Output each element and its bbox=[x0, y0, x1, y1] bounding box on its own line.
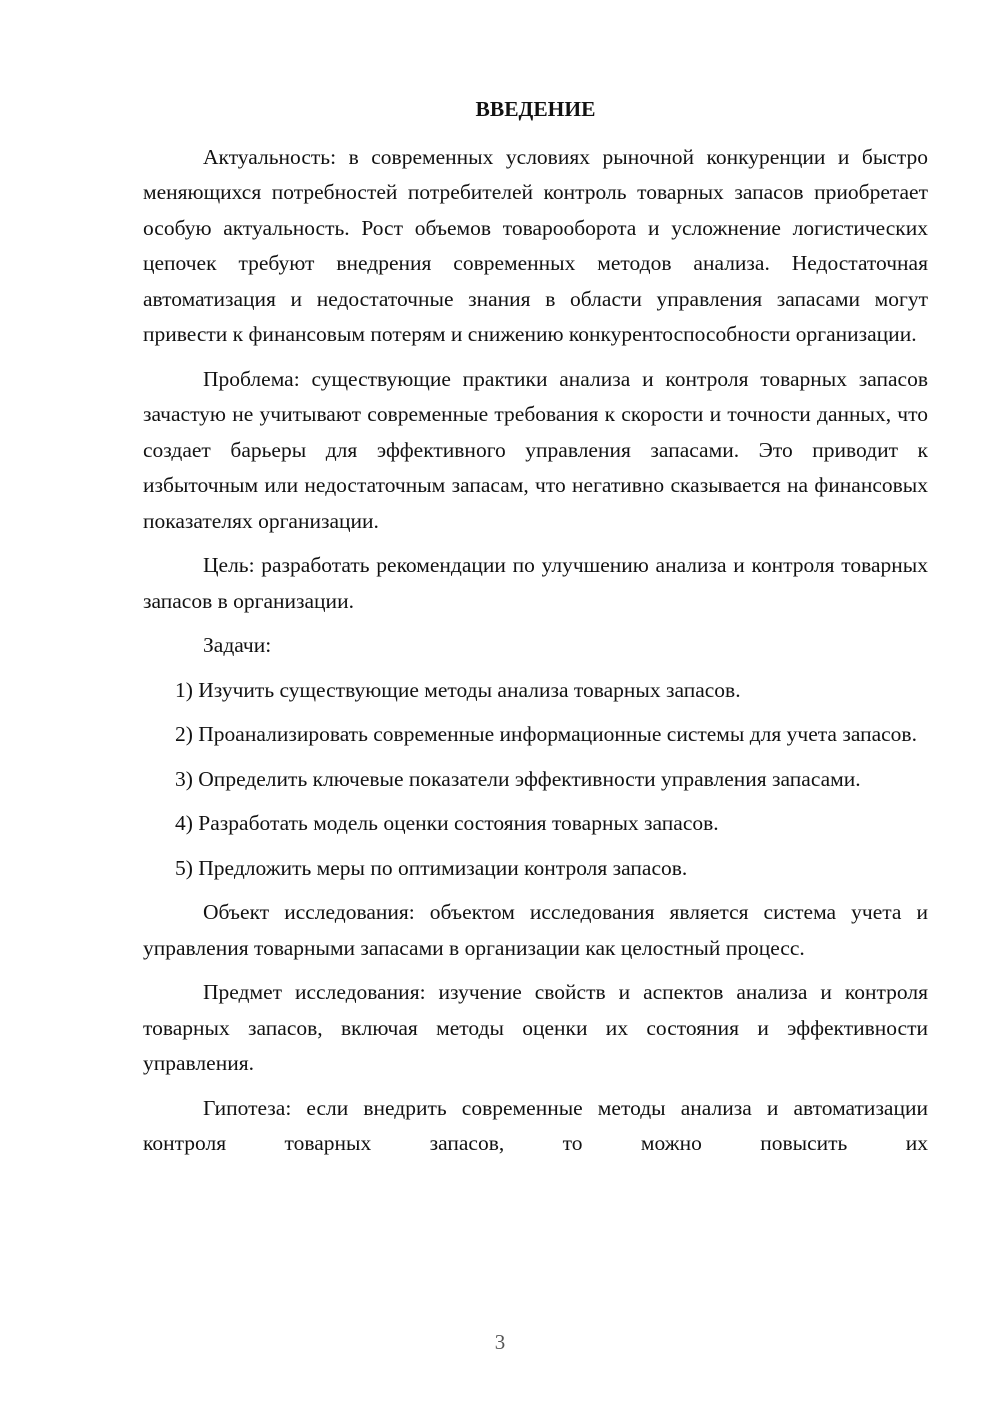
section-title: ВВЕДЕНИЕ bbox=[475, 97, 596, 121]
page-number: 3 bbox=[494, 1330, 506, 1354]
page-content bbox=[143, 92, 928, 1171]
paragraph-object: Объект исследования: объектом исследования является система учета и управления товарными запасами в организации как целостный процесс. bbox=[143, 900, 928, 960]
task-item-3: 3) Определить ключевые показатели эффективности управления запасами. bbox=[175, 766, 861, 791]
paragraph-problem: Проблема: существующие практики анализа и контроля товарных запасов зачастую не учитывают современные требования к скорости и точности данных, что создает барьеры для эффективного управления запасами. Это приводит к избыточным или недостаточным запасам, что негативно сказывается на финансовых показателях организации. bbox=[143, 366, 928, 533]
paragraph-relevance: Актуальность: в современных условиях рыночной конкуренции и быстро меняющихся потребностей потребителей контроль товарных запасов приобретает особую актуальность. Рост объемов товарооборота и усложнение логистических цепочек требуют внедрения современных методов анализа. Недостаточная автоматизация и недостаточные знания в области управления запасами могут привести к финансовым потерям и снижению конкурентоспособности организации. bbox=[143, 144, 928, 346]
task-item-2: 2) Проанализировать современные информационные системы для учета запасов. bbox=[175, 722, 917, 746]
paragraph-goal: Цель: разработать рекомендации по улучшению анализа и контроля товарных запасов в организации. bbox=[143, 553, 928, 613]
paragraph-hypothesis: Гипотеза: если внедрить современные методы анализа и автоматизации контроля товарных запасов, то можно повысить их bbox=[143, 1095, 928, 1155]
tasks-heading: Задачи: bbox=[203, 633, 272, 657]
task-item-4: 4) Разработать модель оценки состояния товарных запасов. bbox=[175, 811, 719, 835]
paragraph-subject: Предмет исследования: изучение свойств и аспектов анализа и контроля товарных запасов, включая методы оценки их состояния и эффективности управления. bbox=[143, 980, 928, 1075]
task-item-5: 5) Предложить меры по оптимизации контроля запасов. bbox=[175, 855, 688, 880]
task-item-1: 1) Изучить существующие методы анализа товарных запасов. bbox=[175, 677, 741, 702]
